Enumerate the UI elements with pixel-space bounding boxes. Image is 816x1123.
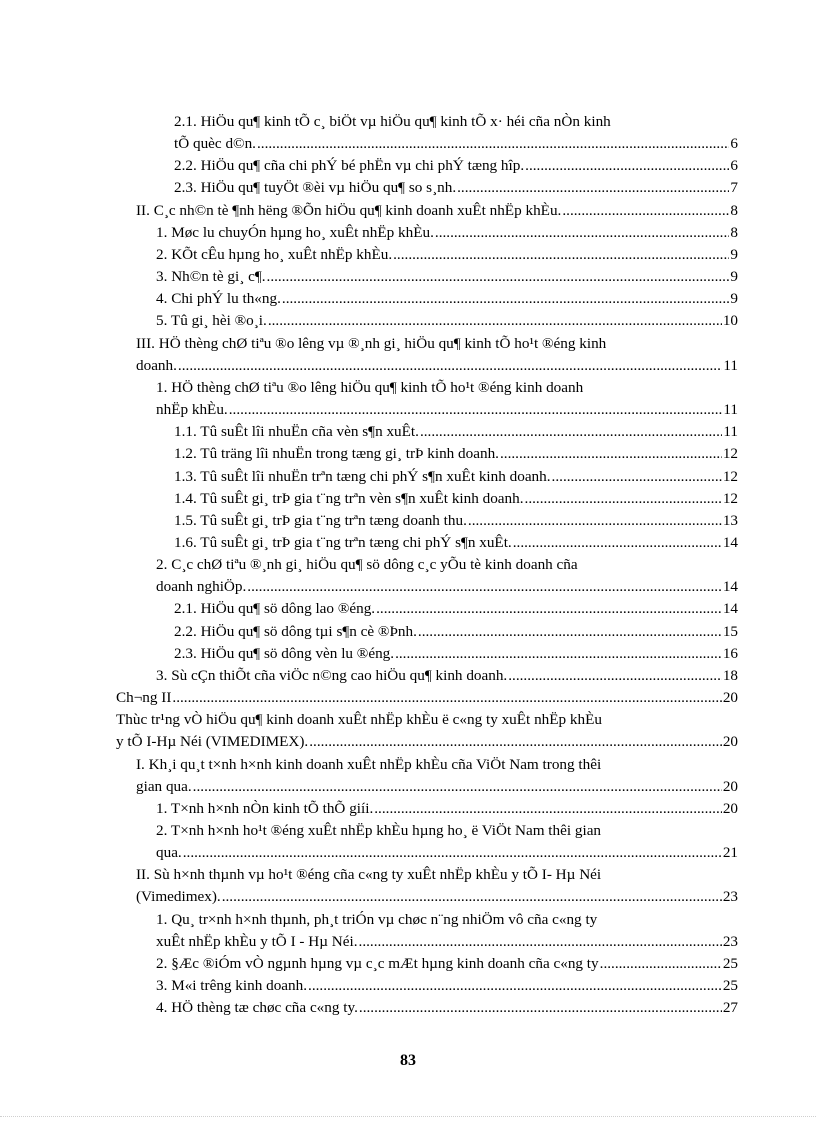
toc-entry-title: 2.1. HiÖu qu¶ kinh tÕ c¸ biÖt vµ hiÖu qu¶ kinh tÕ x· héi cña nÒn kinh <box>174 113 611 130</box>
page-bottom-divider <box>0 1116 816 1117</box>
toc-entry-title: Ch¬ng II <box>116 689 172 707</box>
toc-entry-line-final <box>116 975 738 997</box>
toc-dot-leader <box>435 222 730 244</box>
toc-entry <box>116 155 738 177</box>
toc-entry-line-final <box>116 886 738 908</box>
toc-entry-title: nhËp khÈu. <box>156 401 228 419</box>
toc-entry-title: 3. M«i trêng kinh doanh. <box>156 977 308 995</box>
toc-page-number: 20 <box>722 777 738 795</box>
toc-dot-leader <box>525 488 722 510</box>
toc-page-number: 25 <box>722 954 738 972</box>
toc-entry-line-final <box>116 310 738 332</box>
toc-entry <box>116 643 738 665</box>
toc-entry-title: 5. Tû gi¸ hèi ®o¸i. <box>156 312 267 330</box>
toc-dot-leader <box>376 598 722 620</box>
toc-entry <box>116 665 738 687</box>
toc-entry-line <box>116 111 738 133</box>
toc-page-number: 18 <box>722 666 738 684</box>
toc-entry-line-final <box>116 155 738 177</box>
toc-dot-leader <box>308 975 722 997</box>
toc-entry-title: xuÊt nhËp khÈu y tÕ I - Hµ Néi. <box>156 932 358 950</box>
toc-entry-line-final <box>116 776 738 798</box>
toc-entry-line-final <box>116 200 738 222</box>
toc-dot-leader <box>562 200 729 222</box>
toc-dot-leader <box>513 532 722 554</box>
toc-entry <box>116 333 738 377</box>
toc-entry-line-final <box>116 288 738 310</box>
toc-entry-title: 2.1. HiÖu qu¶ sö dông lao ®éng. <box>174 600 376 618</box>
toc-entry-title: III. HÖ thèng chØ tiªu ®o lêng vµ ®¸nh gi¸ hiÖu qu¶ kinh tÕ ho¹t ®éng kinh <box>136 334 607 352</box>
toc-page-number: 10 <box>722 312 738 330</box>
toc-entry-title: qua. <box>156 844 182 862</box>
toc-page-number: 14 <box>722 533 738 551</box>
toc-entry-line-final <box>116 576 738 598</box>
toc-entry-line <box>116 333 738 355</box>
toc-page-number: 13 <box>722 511 738 529</box>
toc-page-number: 8 <box>730 201 738 219</box>
toc-entry-title: Thùc tr¹ng vÒ hiÖu qu¶ kinh doanh xuÊt nhËp khÈu ë c«ng ty xuÊt nhËp khÈu <box>116 711 602 729</box>
toc-entry <box>116 754 738 798</box>
toc-dot-leader <box>183 842 722 864</box>
toc-entry <box>116 421 738 443</box>
toc-entry <box>116 864 738 908</box>
toc-page-number: 20 <box>722 689 738 707</box>
toc-entry-line-final <box>116 399 738 421</box>
toc-dot-leader <box>247 576 722 598</box>
toc-entry-title: 2.2. HiÖu qu¶ cña chi phÝ bé phËn vµ chi phÝ tæng hîp. <box>174 157 525 175</box>
toc-entry <box>116 488 738 510</box>
toc-entry <box>116 598 738 620</box>
toc-dot-leader <box>508 665 722 687</box>
toc-entry <box>116 532 738 554</box>
toc-entry <box>116 975 738 997</box>
toc-entry-line <box>116 820 738 842</box>
toc-entry-line-final <box>116 244 738 266</box>
toc-entry-title: 1.6. Tû suÊt gi¸ trÞ gia t¨ng trªn tæng chi phÝ s¶n xuÊt. <box>174 533 512 551</box>
toc-entry-line-final <box>116 355 738 377</box>
toc-dot-leader <box>395 643 722 665</box>
toc-dot-leader <box>309 731 722 753</box>
toc-entry-title: 2.3. HiÖu qu¶ sö dông vèn lu ®éng. <box>174 644 395 662</box>
toc-page-number: 20 <box>722 733 738 751</box>
toc-page-number: 9 <box>730 290 738 308</box>
toc-entry-line-final <box>116 621 738 643</box>
toc-entry-line <box>116 754 738 776</box>
toc-entry-title: 1. T×nh h×nh nÒn kinh tÕ thÕ giíi. <box>156 799 374 817</box>
toc-entry <box>116 466 738 488</box>
toc-entry <box>116 554 738 598</box>
toc-dot-leader <box>229 399 723 421</box>
toc-entry-title: 3. Sù cÇn thiÕt cña viÖc n©ng cao hiÖu qu¶ kinh doanh. <box>156 666 508 684</box>
toc-entry-line-final <box>116 177 738 199</box>
toc-entry <box>116 953 738 975</box>
toc-entry-title: 4. HÖ thèng tæ chøc cña c«ng ty. <box>156 999 358 1017</box>
toc-entry <box>116 288 738 310</box>
toc-entry <box>116 266 738 288</box>
toc-entry-line-final <box>116 532 738 554</box>
toc-entry <box>116 111 738 155</box>
toc-dot-leader <box>282 288 730 310</box>
toc-page-number: 6 <box>730 135 738 153</box>
toc-dot-leader <box>374 798 722 820</box>
toc-entry-line-final <box>116 488 738 510</box>
toc-entry-line-final <box>116 466 738 488</box>
toc-entry-line <box>116 909 738 931</box>
toc-entry-line-final <box>116 510 738 532</box>
toc-dot-leader <box>359 997 722 1019</box>
toc-dot-leader <box>500 443 722 465</box>
toc-dot-leader <box>193 776 722 798</box>
toc-entry-title: 1.2. Tû träng lîi nhuËn trong tæng gi¸ trÞ kinh doanh. <box>174 445 499 463</box>
toc-entry-title: 1. HÖ thèng chØ tiªu ®o lêng hiÖu qu¶ kinh tÕ ho¹t ®éng kinh doanh <box>156 378 584 396</box>
toc-entry-line-final <box>116 665 738 687</box>
toc-page-number: 12 <box>722 467 738 485</box>
toc-entry-title: 2. T×nh h×nh ho¹t ®éng xuÊt nhËp khÈu hµng ho¸ ë ViÖt Nam thêi gian <box>156 822 602 839</box>
toc-entry-title: 2. C¸c chØ tiªu ®¸nh gi¸ hiÖu qu¶ sö dông c¸c yÕu tè kinh doanh cña <box>156 556 578 574</box>
toc-page-number: 11 <box>723 423 738 441</box>
toc-entry-title: 2. §Æc ®iÓm vÒ ngµnh hµng vµ c¸c mÆt hµng kinh doanh cña c«ng ty <box>156 954 599 972</box>
toc-dot-leader <box>552 466 722 488</box>
toc-entry <box>116 510 738 532</box>
toc-page-number: 9 <box>730 245 738 263</box>
toc-entry-line-final <box>116 266 738 288</box>
toc-entry-title: I. Kh¸i qu¸t t×nh h×nh kinh doanh xuÊt nhËp khÈu cña ViÖt Nam trong thêi <box>136 755 602 773</box>
toc-entry-line-final <box>116 222 738 244</box>
toc-page-number: 23 <box>722 932 738 950</box>
toc-entry-title: 2. KÕt cÊu hµng ho¸ xuÊt nhËp khÈu. <box>156 245 393 263</box>
toc-entry <box>116 244 738 266</box>
toc-dot-leader <box>359 931 722 953</box>
toc-entry <box>116 909 738 953</box>
toc-entry-line-final <box>116 953 738 975</box>
toc-entry-line <box>116 864 738 886</box>
toc-entry-line-final <box>116 133 738 155</box>
toc-dot-leader <box>393 244 729 266</box>
toc-entry <box>116 709 738 753</box>
toc-page-number: 27 <box>722 999 738 1017</box>
toc-page-number: 11 <box>723 401 738 419</box>
toc-page-number: 12 <box>722 489 738 507</box>
toc-entry-title: 1.1. Tû suÊt lîi nhuËn cña vèn s¶n xuÊt. <box>174 423 419 441</box>
toc-entry-title: 3. Nh©n tè gi¸ c¶. <box>156 268 266 286</box>
toc-entry-title: gian qua. <box>136 777 192 795</box>
toc-entry <box>116 200 738 222</box>
toc-entry-line-final <box>116 842 738 864</box>
toc-dot-leader <box>172 687 721 709</box>
toc-entry-line-final <box>116 598 738 620</box>
toc-entry-title: 2.3. HiÖu qu¶ tuyÖt ®èi vµ hiÖu qu¶ so s¸nh. <box>174 179 457 197</box>
toc-page-number: 14 <box>722 600 738 618</box>
toc-entry-line-final <box>116 798 738 820</box>
toc-dot-leader <box>600 953 722 975</box>
toc-entry <box>116 687 738 709</box>
toc-entry-title: 1. Qu¸ tr×nh h×nh thµnh, ph¸t triÓn vµ chøc n¨ng nhiÖm vô cña c«ng ty <box>156 910 598 928</box>
toc-entry <box>116 820 738 864</box>
toc-entry-title: y tÕ I-Hµ Néi (VIMEDIMEX). <box>116 733 309 751</box>
toc-dot-leader <box>267 266 730 288</box>
toc-entry-line <box>116 554 738 576</box>
table-of-contents <box>116 111 738 1019</box>
toc-entry <box>116 310 738 332</box>
toc-entry-line-final <box>116 443 738 465</box>
toc-dot-leader <box>525 155 729 177</box>
toc-page-number: 6 <box>730 157 738 175</box>
toc-entry-title: doanh. <box>136 356 177 374</box>
toc-dot-leader <box>420 421 722 443</box>
toc-page-number: 14 <box>722 578 738 596</box>
toc-dot-leader <box>457 177 729 199</box>
toc-entry-title: doanh nghiÖp. <box>156 578 247 596</box>
toc-entry-line <box>116 709 738 731</box>
toc-entry <box>116 997 738 1019</box>
toc-entry-title: II. Sù h×nh thµnh vµ ho¹t ®éng cña c«ng ty xuÊt nhËp khÈu y tÕ I- Hµ Néi <box>136 866 602 884</box>
toc-entry <box>116 222 738 244</box>
toc-entry-title: 2.2. HiÖu qu¶ sö dông tµi s¶n cè ®Þnh. <box>174 622 417 640</box>
toc-entry-title: 1.3. Tû suÊt lîi nhuËn trªn tæng chi phÝ s¶n xuÊt kinh doanh. <box>174 467 551 485</box>
toc-page-number: 8 <box>730 223 738 241</box>
toc-entry <box>116 621 738 643</box>
toc-dot-leader <box>468 510 722 532</box>
toc-entry-line-final <box>116 687 738 709</box>
toc-page-number: 16 <box>722 644 738 662</box>
toc-dot-leader <box>257 133 729 155</box>
toc-dot-leader <box>418 621 722 643</box>
toc-entry <box>116 177 738 199</box>
toc-entry-line-final <box>116 421 738 443</box>
toc-page-number: 9 <box>730 268 738 286</box>
toc-entry <box>116 443 738 465</box>
toc-entry-line-final <box>116 997 738 1019</box>
toc-page-number: 7 <box>730 179 738 197</box>
toc-entry-line-final <box>116 731 738 753</box>
toc-entry <box>116 798 738 820</box>
toc-page-number: 12 <box>722 445 738 463</box>
toc-page-number: 15 <box>722 622 738 640</box>
toc-entry-title: 1.5. Tû suÊt gi¸ trÞ gia t¨ng trªn tæng doanh thu. <box>174 511 467 529</box>
toc-entry-title: tÕ quèc d©n. <box>174 135 256 153</box>
toc-page-number: 20 <box>722 799 738 817</box>
toc-entry-title: (Vimedimex). <box>136 888 221 906</box>
toc-entry-line-final <box>116 931 738 953</box>
toc-page-number: 21 <box>722 844 738 862</box>
toc-dot-leader <box>268 310 722 332</box>
page-number: 83 <box>400 1052 416 1069</box>
toc-entry-line-final <box>116 643 738 665</box>
toc-entry <box>116 377 738 421</box>
toc-page-number: 23 <box>722 888 738 906</box>
toc-page-number: 11 <box>723 356 738 374</box>
toc-page-number: 25 <box>722 977 738 995</box>
toc-entry-line <box>116 377 738 399</box>
toc-entry-title: 1.4. Tû suÊt gi¸ trÞ gia t¨ng trªn vèn s¶n xuÊt kinh doanh. <box>174 489 524 507</box>
toc-entry-title: 1. Møc lu chuyÓn hµng ho¸ xuÊt nhËp khÈu. <box>156 223 434 241</box>
toc-dot-leader <box>178 355 722 377</box>
toc-dot-leader <box>222 886 722 908</box>
toc-entry-title: 4. Chi phÝ lu th«ng. <box>156 290 281 308</box>
toc-entry-title: II. C¸c nh©n tè ¶nh hëng ®Õn hiÖu qu¶ kinh doanh xuÊt nhËp khÈu. <box>136 201 562 219</box>
